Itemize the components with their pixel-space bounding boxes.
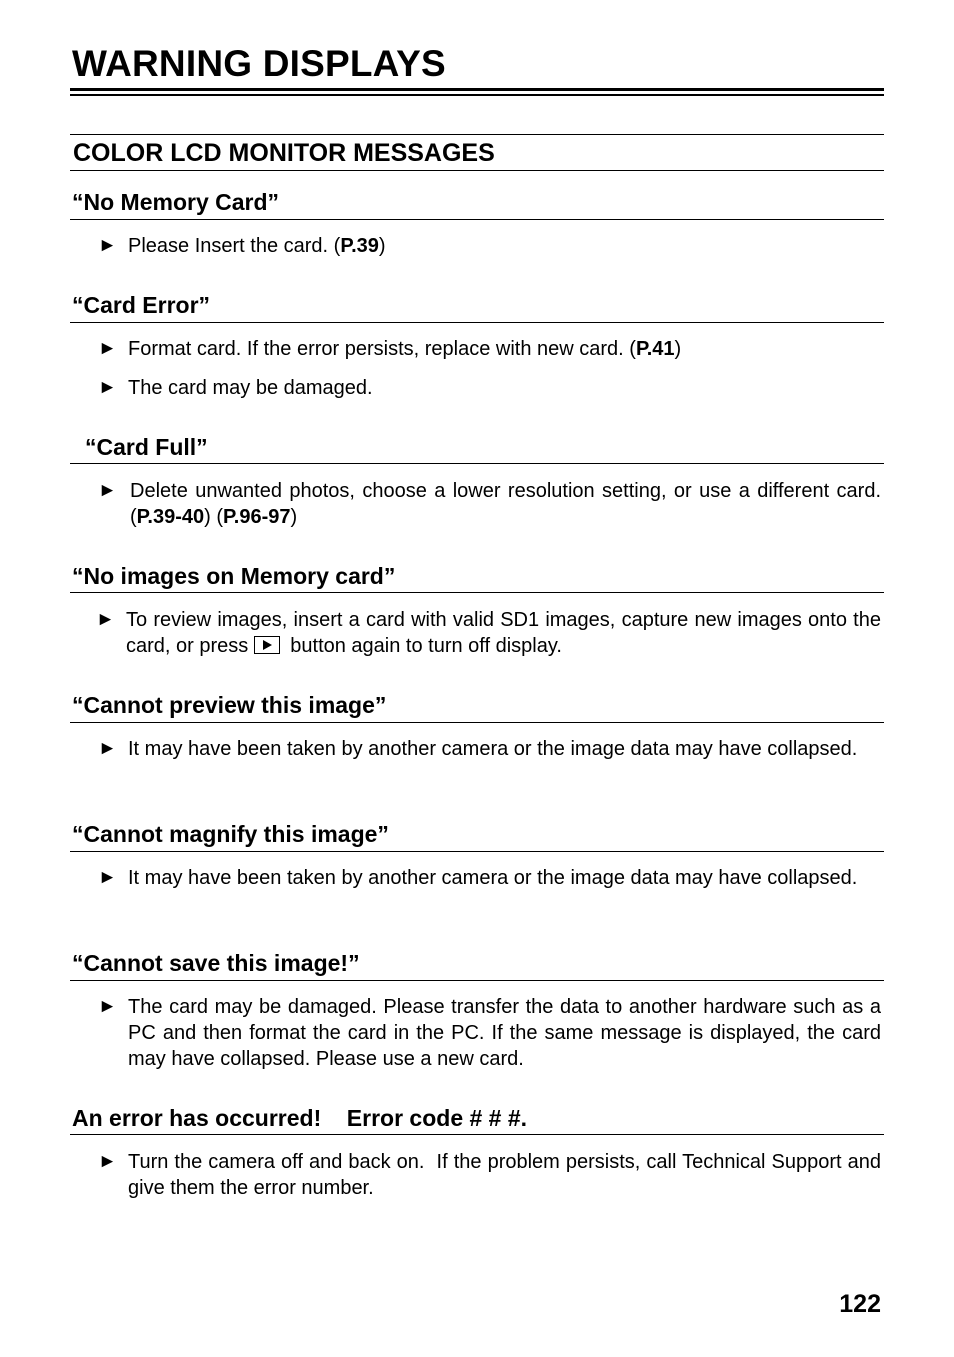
bullet-item <box>98 233 881 259</box>
page-reference: P.39 <box>340 235 379 257</box>
message-rule <box>70 463 884 464</box>
bullet-arrow-icon: ► <box>96 609 115 630</box>
bullet-item <box>98 336 881 362</box>
title-rule <box>70 88 884 96</box>
bullet-item <box>98 994 881 1072</box>
message-heading-cannot-magnify: “Cannot magnify this image” <box>72 821 389 847</box>
bullet-item <box>98 478 881 530</box>
bullet-arrow-icon: ► <box>98 338 117 359</box>
bullet-text: To review images, insert a card with valid SD1 images, capture new images onto the card, or press <box>126 609 881 657</box>
message-heading-card-full: “Card Full” <box>85 434 208 460</box>
message-heading-cannot-save: “Cannot save this image!” <box>72 950 360 976</box>
bullet-item <box>98 865 881 891</box>
message-rule <box>70 851 884 852</box>
bullet-item <box>96 607 881 659</box>
playback-button-icon <box>254 636 280 654</box>
bullet-text-mid: ) ( <box>204 506 224 528</box>
message-heading-card-error: “Card Error” <box>72 292 211 318</box>
bullet-arrow-icon: ► <box>98 377 117 398</box>
bullet-text: Turn the camera off and back on. If the problem persists, call Technical Support and give them the error number. <box>128 1151 887 1199</box>
bullet-item <box>98 375 881 401</box>
bullet-arrow-icon: ► <box>98 738 117 759</box>
page-reference: P.41 <box>635 338 675 360</box>
bullet-text-tail: ) <box>290 506 298 528</box>
bullet-text-tail: button again to turn off display. <box>290 635 562 657</box>
bullet-item <box>98 1149 887 1201</box>
page-reference: P.39-40 <box>136 506 205 528</box>
bullet-arrow-icon: ► <box>98 1151 117 1172</box>
bullet-text: The card may be damaged. <box>128 377 373 399</box>
bullet-arrow-icon: ► <box>98 867 117 888</box>
bullet-text-tail: ) <box>378 235 386 257</box>
bullet-arrow-icon: ► <box>98 480 117 501</box>
message-rule <box>70 322 884 323</box>
page-title: WARNING DISPLAYS <box>72 43 446 84</box>
message-heading-error-code: An error has occurred! Error code # # #. <box>72 1105 528 1131</box>
bullet-item <box>98 736 881 762</box>
subheading-rule-top <box>70 134 884 135</box>
message-heading-no-images: “No images on Memory card” <box>72 563 396 589</box>
message-rule <box>70 722 884 723</box>
page-reference: P.96-97 <box>223 506 291 528</box>
page-number: 122 <box>839 1290 881 1318</box>
bullet-arrow-icon: ► <box>98 996 117 1017</box>
message-rule <box>70 1134 884 1135</box>
bullet-text: It may have been taken by another camera or the image data may have collapsed. <box>128 738 858 760</box>
subheading: COLOR LCD MONITOR MESSAGES <box>73 139 495 167</box>
message-rule <box>70 592 884 593</box>
subheading-rule-bottom <box>70 170 884 171</box>
message-rule <box>70 219 884 220</box>
bullet-text-tail: ) <box>674 338 682 360</box>
bullet-text: It may have been taken by another camera or the image data may have collapsed. <box>128 867 858 889</box>
bullet-text: Format card. If the error persists, replace with new card. ( <box>128 338 636 360</box>
bullet-text: Delete unwanted photos, choose a lower resolution setting, or use a different card. ( <box>130 480 881 528</box>
bullet-arrow-icon: ► <box>98 235 117 256</box>
message-rule <box>70 980 884 981</box>
bullet-text: Please Insert the card. ( <box>128 235 341 257</box>
bullet-text: The card may be damaged. Please transfer the data to another hardware such as a PC and then format the card in the PC. If the same message is displayed, the card may have collapsed. Please use a new card. <box>128 996 881 1070</box>
message-heading-no-memory-card: “No Memory Card” <box>72 189 280 215</box>
message-heading-cannot-preview: “Cannot preview this image” <box>72 692 387 718</box>
